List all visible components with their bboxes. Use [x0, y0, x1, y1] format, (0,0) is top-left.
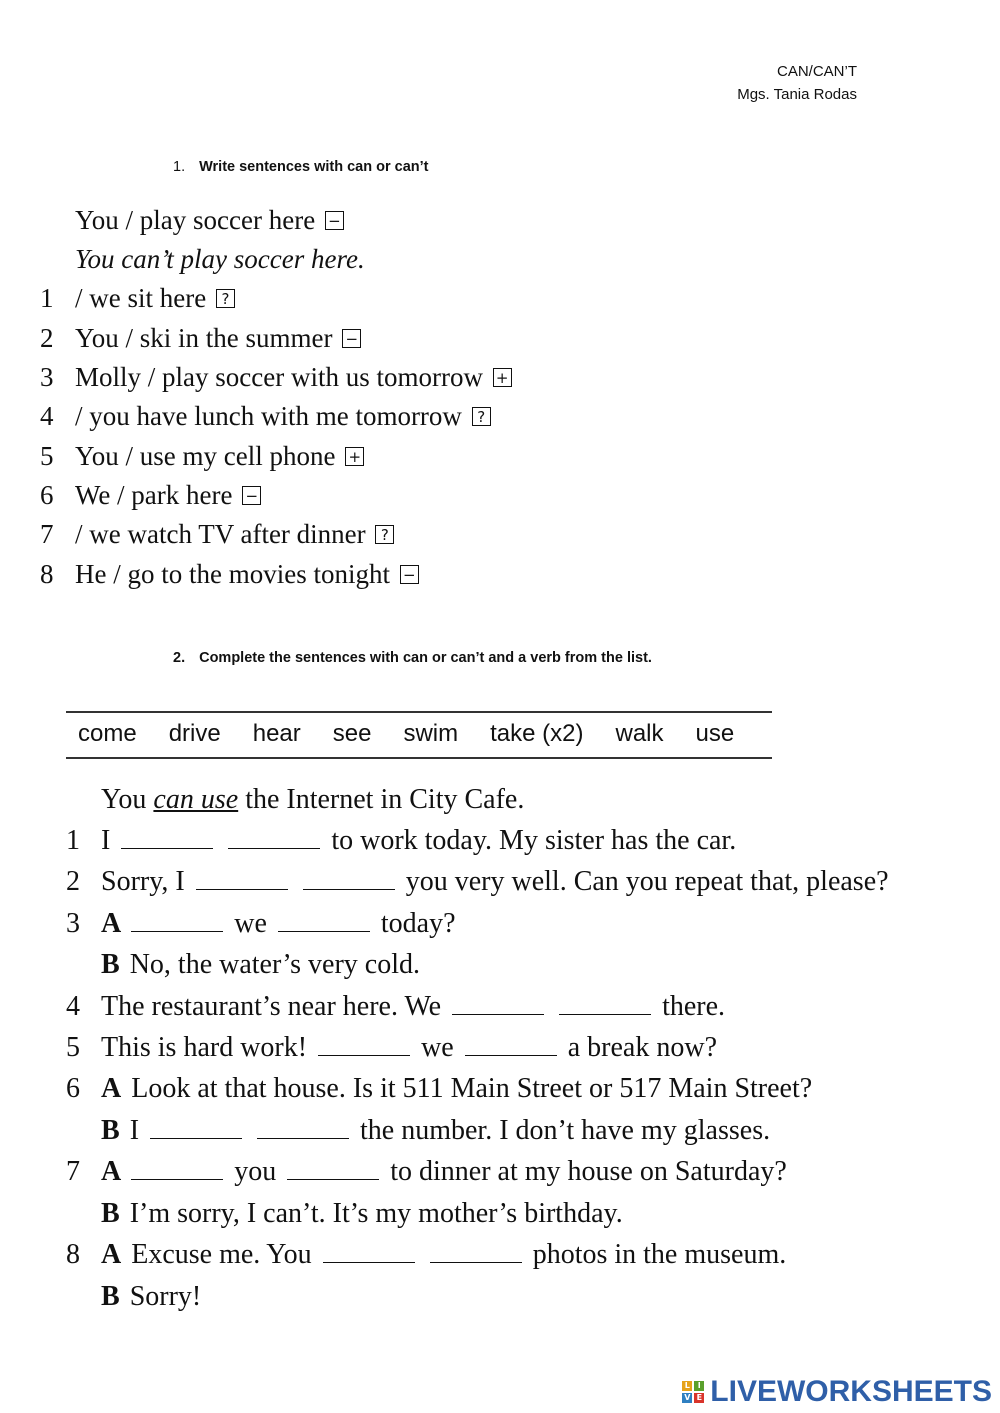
section2-heading-text: Complete the sentences with can or can’t and a verb from the list. — [199, 650, 652, 666]
section1-heading-text: Write sentences with can or can’t — [199, 159, 429, 175]
exercise1-item[interactable]: 1 / we sit here ? — [40, 278, 235, 318]
answer-blank[interactable] — [318, 1029, 410, 1056]
section1-heading — [173, 159, 428, 175]
exercise1-item[interactable]: 3 Molly / play soccer with us tomorrow + — [40, 357, 512, 397]
exercise2-line: 2 Sorry, I you very well. Can you repeat that, please? — [66, 862, 889, 902]
answer-blank[interactable] — [131, 905, 223, 932]
answer-blank[interactable] — [121, 822, 213, 849]
answer-blank[interactable] — [430, 1236, 522, 1263]
word-list-item: take (x2) — [490, 720, 584, 747]
question-symbol-icon: ? — [375, 525, 394, 544]
exercise2-line: B Sorry! — [101, 1281, 202, 1312]
exercise2-line: 3 A we today? — [66, 904, 456, 944]
exercise1-item[interactable]: 2 You / ski in the summer − — [40, 318, 361, 358]
speaker-label: B — [101, 1115, 120, 1146]
section1-number: 1. — [173, 159, 186, 175]
exercise2-line: 4 The restaurant’s near here. We there. — [66, 987, 725, 1027]
word-list-box — [66, 711, 772, 759]
answer-blank[interactable] — [150, 1112, 242, 1139]
plus-symbol-icon: + — [345, 447, 364, 466]
minus-symbol-icon: − — [242, 486, 261, 505]
exercise2-line: 7 A you to dinner at my house on Saturday? — [66, 1152, 787, 1192]
answer-blank[interactable] — [323, 1236, 415, 1263]
speaker-label: A — [101, 908, 122, 939]
minus-symbol-icon: − — [400, 565, 419, 584]
liveworksheets-badge-icon: L I V E — [682, 1381, 704, 1403]
exercise2-line: 8 A Excuse me. You photos in the museum. — [66, 1235, 786, 1275]
answer-blank[interactable] — [559, 988, 651, 1015]
exercise2-line: B I the number. I don’t have my glasses. — [66, 1111, 770, 1151]
answer-blank[interactable] — [452, 988, 544, 1015]
word-list — [78, 720, 734, 748]
document-header — [737, 60, 857, 106]
exercise2-line: 5 This is hard work! we a break now? — [66, 1028, 717, 1068]
exercise2-line: 6 A Look at that house. Is it 511 Main Street or 517 Main Street? — [66, 1073, 813, 1104]
answer-blank[interactable] — [278, 905, 370, 932]
exercise2-line: 1 I to work today. My sister has the car. — [66, 821, 736, 861]
answer-blank[interactable] — [287, 1153, 379, 1180]
exercise1-item[interactable]: 7 / we watch TV after dinner ? — [40, 514, 394, 554]
question-symbol-icon: ? — [216, 289, 235, 308]
answer-blank[interactable] — [131, 1153, 223, 1180]
speaker-label: A — [101, 1239, 122, 1270]
word-list-item: hear — [252, 720, 301, 747]
word-list-item: see — [332, 720, 372, 747]
word-list-item: swim — [403, 720, 459, 747]
example-prompt: You / play soccer here − — [40, 200, 344, 240]
minus-symbol-icon: − — [342, 329, 361, 348]
exercise1-item[interactable]: 6 We / park here − — [40, 475, 261, 515]
section2-heading — [173, 650, 652, 666]
answer-blank[interactable] — [303, 863, 395, 890]
answer-blank[interactable] — [465, 1029, 557, 1056]
word-list-item: walk — [615, 720, 664, 747]
speaker-label: A — [101, 1156, 122, 1187]
speaker-label: B — [101, 949, 120, 980]
exercise1-item[interactable]: 4 / you have lunch with me tomorrow ? — [40, 396, 491, 436]
word-list-item: use — [695, 720, 735, 747]
answer-blank[interactable] — [257, 1112, 349, 1139]
question-symbol-icon: ? — [472, 407, 491, 426]
answer-blank[interactable] — [196, 863, 288, 890]
speaker-label: A — [101, 1073, 122, 1104]
exercise2-line: B I’m sorry, I can’t. It’s my mother’s birthday. — [101, 1198, 623, 1229]
speaker-label: B — [101, 1281, 120, 1312]
answer-blank[interactable] — [228, 822, 320, 849]
word-list-item: drive — [168, 720, 221, 747]
word-list-item: come — [78, 720, 137, 747]
example-sentence: You can use the Internet in City Cafe. — [101, 784, 525, 815]
liveworksheets-logo[interactable] — [682, 1375, 992, 1409]
exercise1-item[interactable]: 5 You / use my cell phone + — [40, 436, 364, 476]
minus-symbol-icon: − — [325, 211, 344, 230]
document-title: CAN/CAN’T — [776, 63, 857, 80]
exercise1-item[interactable]: 8 He / go to the movies tonight − — [40, 554, 419, 594]
section2-number: 2. — [173, 650, 186, 666]
speaker-label: B — [101, 1198, 120, 1229]
example-answer: You can’t play soccer here. — [75, 244, 365, 274]
exercise2-line: B No, the water’s very cold. — [101, 949, 420, 980]
document-author: Mgs. Tania Rodas — [737, 86, 857, 103]
plus-symbol-icon: + — [493, 368, 512, 387]
liveworksheets-logo-text: LIVEWORKSHEETS — [710, 1375, 992, 1408]
example-answer: can use — [153, 784, 239, 815]
